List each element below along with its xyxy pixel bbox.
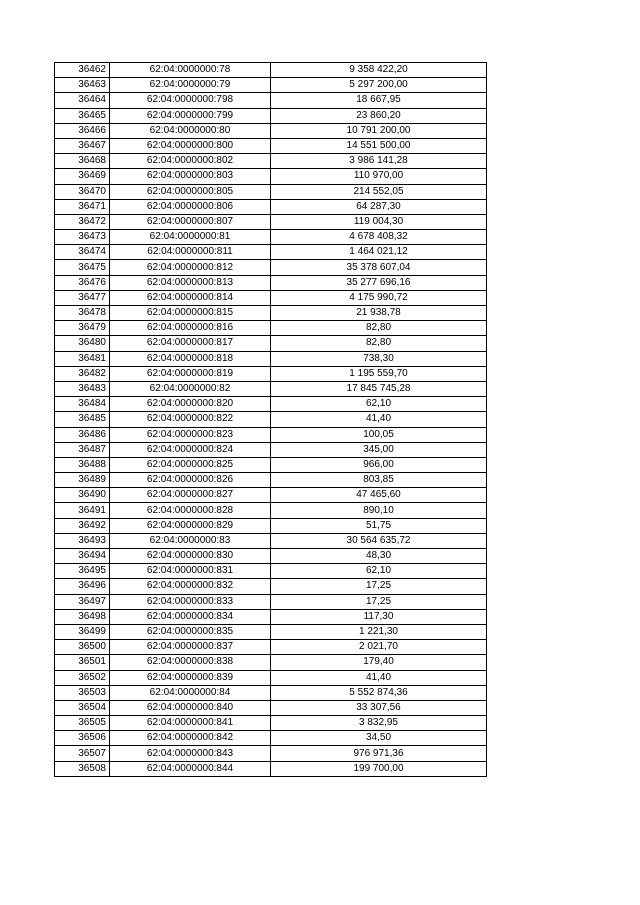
table-row bbox=[55, 93, 487, 108]
value-cell: 33 307,56 bbox=[271, 700, 487, 715]
row-number-cell: 36474 bbox=[55, 245, 110, 260]
table-row bbox=[55, 640, 487, 655]
row-number-cell: 36479 bbox=[55, 321, 110, 336]
table-row bbox=[55, 123, 487, 138]
table-row bbox=[55, 63, 487, 78]
value-cell: 738,30 bbox=[271, 351, 487, 366]
value-cell: 117,30 bbox=[271, 609, 487, 624]
table-row bbox=[55, 518, 487, 533]
cadastral-number-cell: 62:04:0000000:78 bbox=[110, 63, 271, 78]
table-row bbox=[55, 457, 487, 472]
row-number-cell: 36493 bbox=[55, 533, 110, 548]
value-cell: 3 832,95 bbox=[271, 716, 487, 731]
row-number-cell: 36468 bbox=[55, 154, 110, 169]
cadastral-number-cell: 62:04:0000000:829 bbox=[110, 518, 271, 533]
value-cell: 9 358 422,20 bbox=[271, 63, 487, 78]
row-number-cell: 36500 bbox=[55, 640, 110, 655]
row-number-cell: 36482 bbox=[55, 366, 110, 381]
row-number-cell: 36499 bbox=[55, 624, 110, 639]
cadastral-number-cell: 62:04:0000000:817 bbox=[110, 336, 271, 351]
row-number-cell: 36506 bbox=[55, 731, 110, 746]
table-row bbox=[55, 412, 487, 427]
value-cell: 30 564 635,72 bbox=[271, 533, 487, 548]
row-number-cell: 36471 bbox=[55, 199, 110, 214]
value-cell: 17 845 745,28 bbox=[271, 381, 487, 396]
table-row bbox=[55, 214, 487, 229]
table-row bbox=[55, 184, 487, 199]
table-row bbox=[55, 381, 487, 396]
cadastral-number-cell: 62:04:0000000:822 bbox=[110, 412, 271, 427]
cadastral-number-cell: 62:04:0000000:827 bbox=[110, 488, 271, 503]
value-cell: 5 552 874,36 bbox=[271, 685, 487, 700]
row-number-cell: 36464 bbox=[55, 93, 110, 108]
value-cell: 4 678 408,32 bbox=[271, 230, 487, 245]
value-cell: 119 004,30 bbox=[271, 214, 487, 229]
table-row bbox=[55, 442, 487, 457]
value-cell: 82,80 bbox=[271, 321, 487, 336]
row-number-cell: 36492 bbox=[55, 518, 110, 533]
row-number-cell: 36508 bbox=[55, 761, 110, 776]
value-cell: 4 175 990,72 bbox=[271, 290, 487, 305]
value-cell: 966,00 bbox=[271, 457, 487, 472]
cadastral-number-cell: 62:04:0000000:814 bbox=[110, 290, 271, 305]
table-row bbox=[55, 427, 487, 442]
table-row bbox=[55, 670, 487, 685]
table-row bbox=[55, 78, 487, 93]
table-row bbox=[55, 154, 487, 169]
row-number-cell: 36487 bbox=[55, 442, 110, 457]
table-body bbox=[55, 63, 487, 777]
cadastral-number-cell: 62:04:0000000:803 bbox=[110, 169, 271, 184]
table-row bbox=[55, 549, 487, 564]
table-row bbox=[55, 700, 487, 715]
value-cell: 110 970,00 bbox=[271, 169, 487, 184]
row-number-cell: 36470 bbox=[55, 184, 110, 199]
table-row bbox=[55, 306, 487, 321]
row-number-cell: 36497 bbox=[55, 594, 110, 609]
table-row bbox=[55, 503, 487, 518]
row-number-cell: 36463 bbox=[55, 78, 110, 93]
value-cell: 100,05 bbox=[271, 427, 487, 442]
cadastral-number-cell: 62:04:0000000:813 bbox=[110, 275, 271, 290]
value-cell: 17,25 bbox=[271, 579, 487, 594]
value-cell: 47 465,60 bbox=[271, 488, 487, 503]
row-number-cell: 36476 bbox=[55, 275, 110, 290]
cadastral-number-cell: 62:04:0000000:805 bbox=[110, 184, 271, 199]
row-number-cell: 36507 bbox=[55, 746, 110, 761]
value-cell: 17,25 bbox=[271, 594, 487, 609]
cadastral-number-cell: 62:04:0000000:815 bbox=[110, 306, 271, 321]
value-cell: 179,40 bbox=[271, 655, 487, 670]
value-cell: 3 986 141,28 bbox=[271, 154, 487, 169]
value-cell: 82,80 bbox=[271, 336, 487, 351]
table-row bbox=[55, 488, 487, 503]
row-number-cell: 36465 bbox=[55, 108, 110, 123]
row-number-cell: 36488 bbox=[55, 457, 110, 472]
row-number-cell: 36481 bbox=[55, 351, 110, 366]
cadastral-number-cell: 62:04:0000000:816 bbox=[110, 321, 271, 336]
row-number-cell: 36462 bbox=[55, 63, 110, 78]
row-number-cell: 36478 bbox=[55, 306, 110, 321]
table-row bbox=[55, 761, 487, 776]
row-number-cell: 36498 bbox=[55, 609, 110, 624]
table-row bbox=[55, 685, 487, 700]
row-number-cell: 36480 bbox=[55, 336, 110, 351]
value-cell: 10 791 200,00 bbox=[271, 123, 487, 138]
cadastral-number-cell: 62:04:0000000:798 bbox=[110, 93, 271, 108]
value-cell: 41,40 bbox=[271, 670, 487, 685]
cadastral-number-cell: 62:04:0000000:844 bbox=[110, 761, 271, 776]
row-number-cell: 36502 bbox=[55, 670, 110, 685]
cadastral-number-cell: 62:04:0000000:841 bbox=[110, 716, 271, 731]
table-row bbox=[55, 731, 487, 746]
value-cell: 345,00 bbox=[271, 442, 487, 457]
value-cell: 1 464 021,12 bbox=[271, 245, 487, 260]
cadastral-number-cell: 62:04:0000000:835 bbox=[110, 624, 271, 639]
value-cell: 62,10 bbox=[271, 397, 487, 412]
cadastral-number-cell: 62:04:0000000:82 bbox=[110, 381, 271, 396]
table-row bbox=[55, 245, 487, 260]
row-number-cell: 36485 bbox=[55, 412, 110, 427]
row-number-cell: 36469 bbox=[55, 169, 110, 184]
row-number-cell: 36505 bbox=[55, 716, 110, 731]
value-cell: 51,75 bbox=[271, 518, 487, 533]
cadastral-number-cell: 62:04:0000000:824 bbox=[110, 442, 271, 457]
cadastral-number-cell: 62:04:0000000:833 bbox=[110, 594, 271, 609]
value-cell: 48,30 bbox=[271, 549, 487, 564]
table-row bbox=[55, 746, 487, 761]
cadastral-number-cell: 62:04:0000000:842 bbox=[110, 731, 271, 746]
cadastral-number-cell: 62:04:0000000:818 bbox=[110, 351, 271, 366]
row-number-cell: 36483 bbox=[55, 381, 110, 396]
row-number-cell: 36490 bbox=[55, 488, 110, 503]
row-number-cell: 36475 bbox=[55, 260, 110, 275]
row-number-cell: 36494 bbox=[55, 549, 110, 564]
table-row bbox=[55, 351, 487, 366]
table-row bbox=[55, 594, 487, 609]
cadastral-number-cell: 62:04:0000000:825 bbox=[110, 457, 271, 472]
cadastral-number-cell: 62:04:0000000:811 bbox=[110, 245, 271, 260]
row-number-cell: 36473 bbox=[55, 230, 110, 245]
table-row bbox=[55, 199, 487, 214]
value-cell: 23 860,20 bbox=[271, 108, 487, 123]
row-number-cell: 36491 bbox=[55, 503, 110, 518]
row-number-cell: 36486 bbox=[55, 427, 110, 442]
cadastral-number-cell: 62:04:0000000:828 bbox=[110, 503, 271, 518]
cadastral-number-cell: 62:04:0000000:843 bbox=[110, 746, 271, 761]
value-cell: 35 277 696,16 bbox=[271, 275, 487, 290]
table-row bbox=[55, 260, 487, 275]
cadastral-number-cell: 62:04:0000000:832 bbox=[110, 579, 271, 594]
table-row bbox=[55, 624, 487, 639]
value-cell: 62,10 bbox=[271, 564, 487, 579]
row-number-cell: 36467 bbox=[55, 138, 110, 153]
row-number-cell: 36504 bbox=[55, 700, 110, 715]
cadastral-number-cell: 62:04:0000000:807 bbox=[110, 214, 271, 229]
row-number-cell: 36477 bbox=[55, 290, 110, 305]
table-row bbox=[55, 397, 487, 412]
cadastral-number-cell: 62:04:0000000:812 bbox=[110, 260, 271, 275]
row-number-cell: 36466 bbox=[55, 123, 110, 138]
value-cell: 34,50 bbox=[271, 731, 487, 746]
cadastral-number-cell: 62:04:0000000:81 bbox=[110, 230, 271, 245]
table-row bbox=[55, 275, 487, 290]
value-cell: 14 551 500,00 bbox=[271, 138, 487, 153]
value-cell: 976 971,36 bbox=[271, 746, 487, 761]
value-cell: 803,85 bbox=[271, 473, 487, 488]
table-row bbox=[55, 138, 487, 153]
table-row bbox=[55, 564, 487, 579]
table-row bbox=[55, 169, 487, 184]
cadastral-number-cell: 62:04:0000000:802 bbox=[110, 154, 271, 169]
cadastral-number-cell: 62:04:0000000:830 bbox=[110, 549, 271, 564]
table-row bbox=[55, 716, 487, 731]
cadastral-number-cell: 62:04:0000000:80 bbox=[110, 123, 271, 138]
table-row bbox=[55, 533, 487, 548]
table-row bbox=[55, 290, 487, 305]
cadastral-number-cell: 62:04:0000000:834 bbox=[110, 609, 271, 624]
table-row bbox=[55, 579, 487, 594]
cadastral-number-cell: 62:04:0000000:800 bbox=[110, 138, 271, 153]
cadastral-number-cell: 62:04:0000000:820 bbox=[110, 397, 271, 412]
row-number-cell: 36496 bbox=[55, 579, 110, 594]
cadastral-number-cell: 62:04:0000000:819 bbox=[110, 366, 271, 381]
cadastral-number-cell: 62:04:0000000:837 bbox=[110, 640, 271, 655]
cadastral-number-cell: 62:04:0000000:840 bbox=[110, 700, 271, 715]
value-cell: 41,40 bbox=[271, 412, 487, 427]
table-row bbox=[55, 609, 487, 624]
cadastral-number-cell: 62:04:0000000:831 bbox=[110, 564, 271, 579]
value-cell: 64 287,30 bbox=[271, 199, 487, 214]
cadastral-number-cell: 62:04:0000000:79 bbox=[110, 78, 271, 93]
table-row bbox=[55, 473, 487, 488]
value-cell: 199 700,00 bbox=[271, 761, 487, 776]
value-cell: 35 378 607,04 bbox=[271, 260, 487, 275]
value-cell: 214 552,05 bbox=[271, 184, 487, 199]
value-cell: 5 297 200,00 bbox=[271, 78, 487, 93]
value-cell: 890,10 bbox=[271, 503, 487, 518]
table-row bbox=[55, 108, 487, 123]
cadastral-number-cell: 62:04:0000000:839 bbox=[110, 670, 271, 685]
value-cell: 18 667,95 bbox=[271, 93, 487, 108]
cadastral-number-cell: 62:04:0000000:838 bbox=[110, 655, 271, 670]
row-number-cell: 36503 bbox=[55, 685, 110, 700]
table-row bbox=[55, 230, 487, 245]
row-number-cell: 36489 bbox=[55, 473, 110, 488]
cadastral-number-cell: 62:04:0000000:823 bbox=[110, 427, 271, 442]
table-row bbox=[55, 336, 487, 351]
value-cell: 2 021,70 bbox=[271, 640, 487, 655]
row-number-cell: 36484 bbox=[55, 397, 110, 412]
cadastral-number-cell: 62:04:0000000:84 bbox=[110, 685, 271, 700]
row-number-cell: 36495 bbox=[55, 564, 110, 579]
table-row bbox=[55, 366, 487, 381]
table-row bbox=[55, 655, 487, 670]
value-cell: 1 221,30 bbox=[271, 624, 487, 639]
cadastral-number-cell: 62:04:0000000:806 bbox=[110, 199, 271, 214]
cadastral-number-cell: 62:04:0000000:826 bbox=[110, 473, 271, 488]
cadastral-number-cell: 62:04:0000000:799 bbox=[110, 108, 271, 123]
cadastral-value-table bbox=[54, 62, 487, 777]
value-cell: 1 195 559,70 bbox=[271, 366, 487, 381]
table-row bbox=[55, 321, 487, 336]
value-cell: 21 938,78 bbox=[271, 306, 487, 321]
row-number-cell: 36501 bbox=[55, 655, 110, 670]
row-number-cell: 36472 bbox=[55, 214, 110, 229]
cadastral-number-cell: 62:04:0000000:83 bbox=[110, 533, 271, 548]
